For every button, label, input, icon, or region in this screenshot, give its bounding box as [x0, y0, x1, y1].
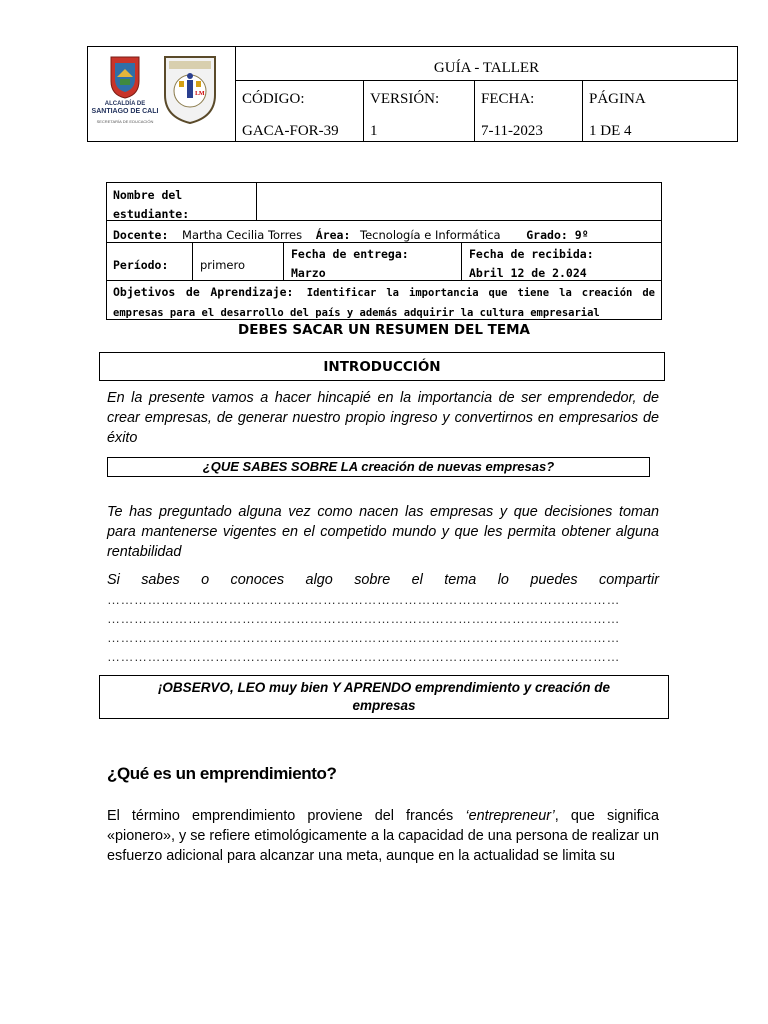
objetivos-value: Identificar la importancia que tiene la creación de empresas para el desarrollo del país y además adquirir la cultura empresarial: [113, 287, 655, 319]
area-label: Área:: [315, 228, 351, 242]
codigo-value: GACA-FOR-39: [242, 123, 339, 139]
answer-line-3[interactable]: ……………………………………………………………………………………………………: [107, 630, 620, 645]
question-box: [107, 457, 650, 477]
logo-line-3: SECRETARÍA DE EDUCACIÓN: [96, 119, 154, 124]
school-logo-text: I.M: [195, 91, 205, 97]
resumen-instruction: DEBES SACAR UN RESUMEN DEL TEMA: [238, 322, 530, 338]
logo-line-1: ALCALDÍA DE: [104, 101, 146, 107]
periodo-label: Período:: [113, 258, 169, 272]
recibida-value: Abril 12 de 2.024: [469, 266, 587, 280]
observo-line-1: ¡OBSERVO, LEO muy bien Y APRENDO emprendimiento y creación de: [157, 680, 611, 695]
definition-part-2: , que significa «pionero», y se refiere etimológicamente a la capacidad de una persona de realizar un esfuerzo adicional para alcanzar una meta, aunque en la actualidad se limita su: [107, 808, 660, 864]
area-value: Tecnología e Informática: [360, 228, 501, 242]
objetivos-label: Objetivos de Aprendizaje:: [113, 285, 294, 299]
student-info-table: [106, 182, 662, 320]
answer-line-2[interactable]: ……………………………………………………………………………………………………: [107, 611, 620, 626]
pagina-value: 1 DE 4: [589, 123, 632, 139]
observo-box: [99, 675, 669, 719]
docente-label: Docente:: [113, 228, 169, 242]
entrega-label: Fecha de entrega:: [291, 247, 409, 261]
school-shield-logo: [161, 55, 219, 125]
nombre-row: [107, 183, 661, 221]
entrega-value: Marzo: [291, 266, 326, 280]
intro-title-box: [99, 352, 665, 381]
codigo-label: CÓDIGO:: [242, 91, 305, 107]
definition-italic-term: ‘entrepreneur’: [465, 808, 555, 824]
fecha-label: FECHA:: [481, 91, 535, 107]
definition-part-1: El término emprendimiento proviene del francés: [107, 808, 454, 824]
intro-title: INTRODUCCIÓN: [323, 359, 441, 375]
question-box-text: ¿QUE SABES SOBRE LA creación de nuevas empresas?: [202, 459, 555, 474]
recibida-label: Fecha de recibida:: [469, 247, 594, 261]
document-header-table: [87, 46, 738, 142]
fecha-value: 7-11-2023: [481, 123, 543, 139]
objetivos-row: [107, 281, 661, 319]
cali-logo: [93, 55, 157, 135]
periodo-row: [107, 243, 661, 281]
docente-value: Martha Cecilia Torres: [182, 228, 303, 242]
pagina-label: PÁGINA: [589, 91, 646, 107]
share-line: Si sabes o conoces algo sobre el tema lo puedes compartir: [107, 572, 659, 588]
answer-line-1[interactable]: ……………………………………………………………………………………………………: [107, 592, 620, 607]
periodo-value: primero: [200, 258, 246, 272]
logo-line-2: SANTIAGO DE CALI: [91, 108, 159, 115]
definition-paragraph: [107, 806, 659, 866]
logos-cell: [88, 47, 236, 141]
observo-line-2: empresas: [352, 698, 416, 713]
intro-paragraph: En la presente vamos a hacer hincapié en la importancia de ser emprendedor, de crear empresas, de generar nuestro propio ingreso y convertirnos en empresarios de éxito: [107, 390, 659, 446]
grado-label: Grado: 9º: [526, 228, 589, 242]
question-paragraph: Te has preguntado alguna vez como nacen las empresas y que decisiones toman para mantenerse vigentes en el competido mundo y que les permita obtener alguna rentabilidad: [107, 504, 659, 560]
version-value: 1: [370, 123, 378, 139]
nombre-field[interactable]: [258, 183, 661, 221]
docente-row: [107, 221, 661, 243]
version-label: VERSIÓN:: [370, 91, 440, 107]
nombre-label: Nombre del estudiante:: [113, 188, 190, 221]
section-heading: ¿Qué es un emprendimiento?: [107, 764, 337, 783]
header-title: GUÍA - TALLER: [236, 47, 737, 81]
answer-line-4[interactable]: ……………………………………………………………………………………………………: [107, 649, 620, 664]
